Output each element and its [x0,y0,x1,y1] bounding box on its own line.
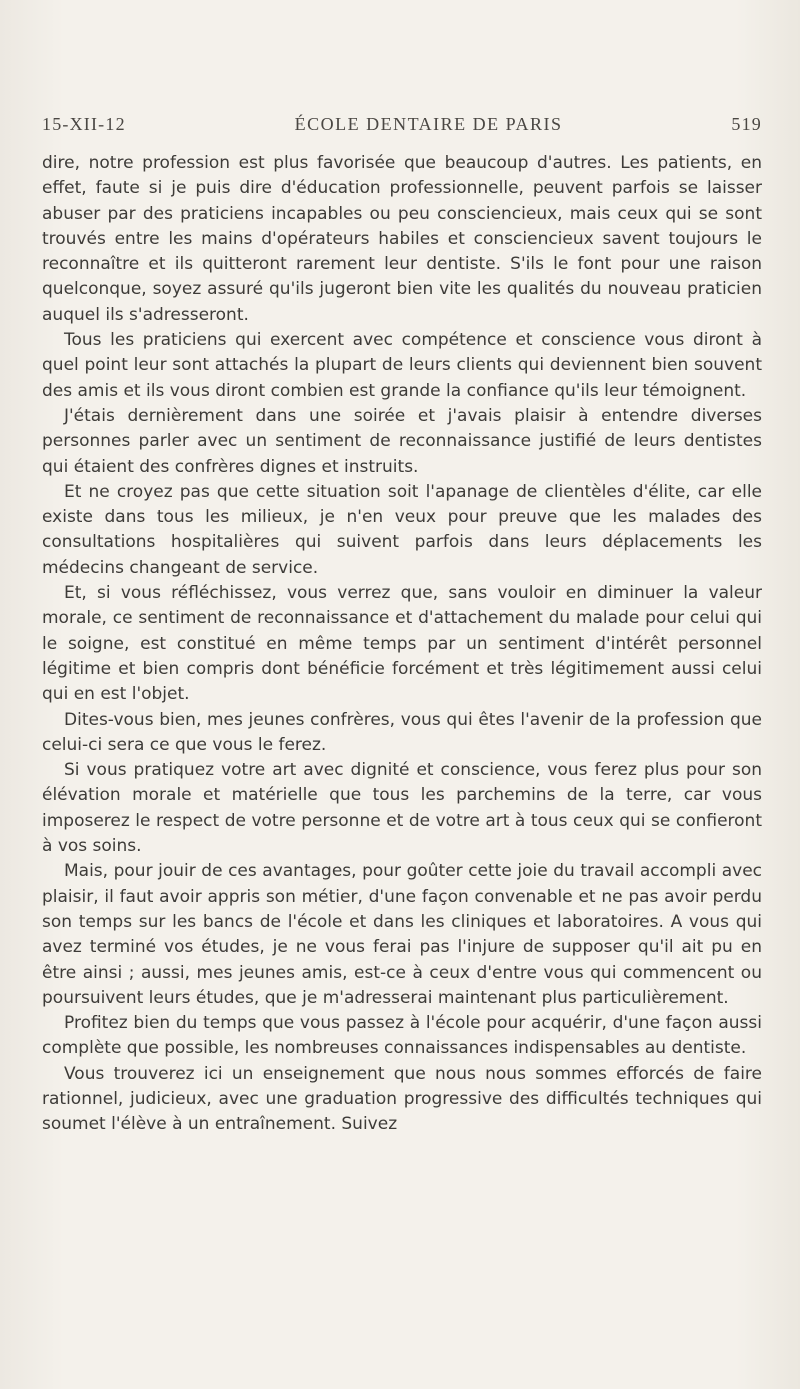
paragraph: J'étais dernièrement dans une soirée et j'avais plaisir à entendre diverses personnes parler avec un sentiment de reconnaissance justifié de leurs dentistes qui étaient des confrères dignes et instruits. [42,405,762,477]
paragraph: Dites-vous bien, mes jeunes confrères, vous qui êtes l'avenir de la profession que celui-ci sera ce que vous le ferez. [42,709,762,755]
body-text [42,151,762,1138]
journal-title: ÉCOLE DENTAIRE DE PARIS [294,114,563,134]
paragraph: dire, notre profession est plus favorisée que beaucoup d'autres. Les patients, en effet, faute si je puis dire d'éducation professionnelle, peuvent parfois se laisser abuser par des praticiens incapables ou peu consciencieux, mais ceux qui se sont trouvés entre les mains d'opérateurs habiles et consciencieux savent toujours le reconnaître et ils quitteront rarement leur dentiste. S'ils le font pour une raison quelconque, soyez assuré qu'ils jugeront bien vite les qualités du nouveau praticien auquel ils s'adresseront. [42,153,762,325]
paragraph: Profitez bien du temps que vous passez à l'école pour acquérir, d'une façon aussi complète que possible, les nombreuses connaissances indispensables au dentiste. [42,1013,762,1059]
paragraph: Mais, pour jouir de ces avantages, pour goûter cette joie du travail accompli avec plaisir, il faut avoir appris son métier, d'une façon convenable et ne pas avoir perdu son temps sur les bancs de l'école et dans les cliniques et laboratoires. A vous qui avez terminé vos études, je ne vous ferai pas l'injure de supposer qu'il ait pu en être ainsi ; aussi, mes jeunes amis, est-ce à ceux d'entre vous qui commencent ou poursuivent leurs études, que je m'adresserai maintenant plus particulièrement. [42,861,762,1008]
issue-date: 15-XII-12 [42,114,126,134]
running-head [42,114,762,135]
page-number: 519 [731,114,762,134]
paragraph: Si vous pratiquez votre art avec dignité et conscience, vous ferez plus pour son élévation morale et matérielle que tous les parchemins de la terre, car vous imposerez le respect de votre personne et de votre art à tous ceux qui se confieront à vos soins. [42,760,762,857]
paragraph: Et, si vous réfléchissez, vous verrez que, sans vouloir en diminuer la valeur morale, ce sentiment de reconnaissance et d'attachement du malade pour celui qui le soigne, est constitué en même temps par un sentiment d'intérêt personnel légitime et bien compris dont bénéficie forcément et très légitimement aussi celui qui en est l'objet. [42,583,762,705]
paragraph: Tous les praticiens qui exercent avec compétence et conscience vous diront à quel point leur sont attachés la plupart de leurs clients qui deviennent bien souvent des amis et ils vous diront combien est grande la confiance qu'ils leur témoignent. [42,330,762,401]
paragraph: Et ne croyez pas que cette situation soit l'apanage de clientèles d'élite, car elle existe dans tous les milieux, je n'en veux pour preuve que les malades des consultations hospitalières qui suivent parfois dans leurs déplacements les médecins changeant de service. [42,481,762,578]
paragraph: Vous trouverez ici un enseignement que nous nous sommes efforcés de faire rationnel, judicieux, avec une graduation progressive des difficultés techniques qui soumet l'élève à un entraînement. Suivez [42,1063,762,1135]
